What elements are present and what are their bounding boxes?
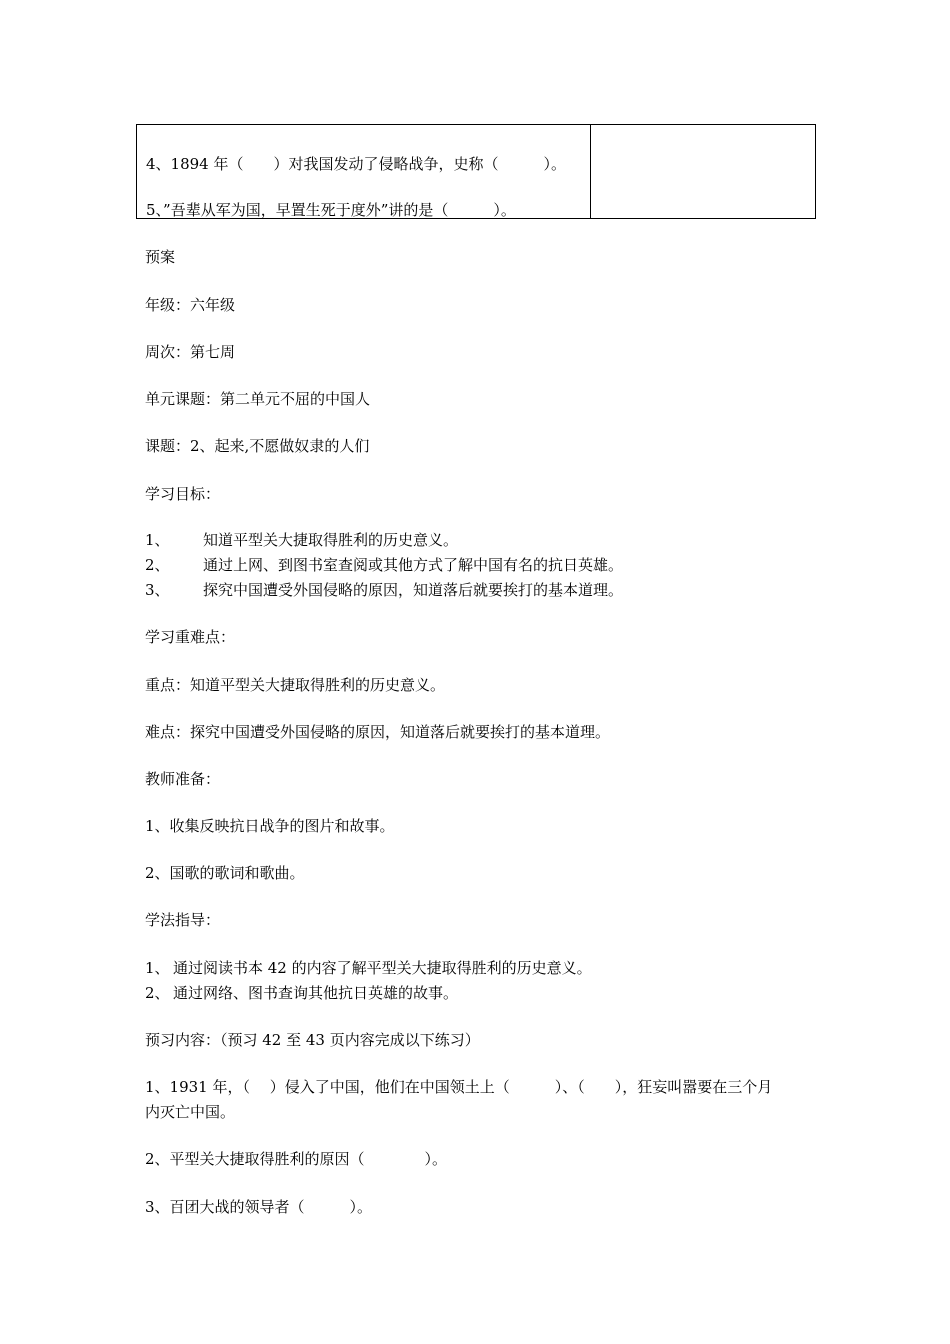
goal-number: 3、 [145,581,170,599]
preview-question-1: 1、1931 年，（ ）侵入了中国，他们在中国领土上（ ）、（ ），狂妄叫嚣要在三个月 [145,1078,773,1096]
preview-question-2: 2、平型关大捷取得胜利的原因（ ）。 [145,1150,448,1168]
unit-title: 单元课题：第二单元不屈的中国人 [145,390,371,408]
question-4: 4、1894 年（ ）对我国发动了侵略战争，史称（ ）。 [146,155,566,173]
preview-question-3: 3、百团大战的领导者（ ）。 [145,1198,373,1216]
goal-number: 2、 [145,556,170,574]
teacher-prep-item: 2、国歌的歌词和歌曲。 [145,864,305,882]
goal-text: 通过上网、到图书室查阅或其他方式了解中国有名的抗日英雄。 [203,556,624,574]
week: 周次：第七周 [145,343,236,361]
study-method-title: 学法指导： [145,911,221,929]
goals-title: 学习目标： [145,485,221,503]
heading: 预案 [145,248,176,266]
study-method-number: 2、 [145,984,170,1002]
goal-text: 知道平型关大捷取得胜利的历史意义。 [203,531,459,549]
focus-point: 重点：知道平型关大捷取得胜利的历史意义。 [145,676,446,694]
study-method-text: 通过阅读书本 42 的内容了解平型关大捷取得胜利的历史意义。 [173,959,592,977]
study-method-number: 1、 [145,959,170,977]
teacher-prep-title: 教师准备： [145,770,221,788]
lesson-title: 课题：2、起来,不愿做奴隶的人们 [145,437,370,455]
question-5: 5、”吾辈从军为国，早置生死于度外”讲的是（ ）。 [146,201,516,219]
key-points-title: 学习重难点： [145,628,236,646]
grade: 年级：六年级 [145,296,236,314]
study-method-text: 通过网络、图书查询其他抗日英雄的故事。 [173,984,459,1002]
table-column-divider [590,125,591,218]
teacher-prep-item: 1、收集反映抗日战争的图片和故事。 [145,817,395,835]
difficulty-point: 难点：探究中国遭受外国侵略的原因，知道落后就要挨打的基本道理。 [145,723,611,741]
preview-question-1-continued: 内灭亡中国。 [145,1103,236,1121]
goal-number: 1、 [145,531,170,549]
preview-title: 预习内容：（预习 42 至 43 页内容完成以下练习） [145,1031,480,1049]
exercise-table [136,124,816,219]
goal-text: 探究中国遭受外国侵略的原因，知道落后就要挨打的基本道理。 [203,581,624,599]
